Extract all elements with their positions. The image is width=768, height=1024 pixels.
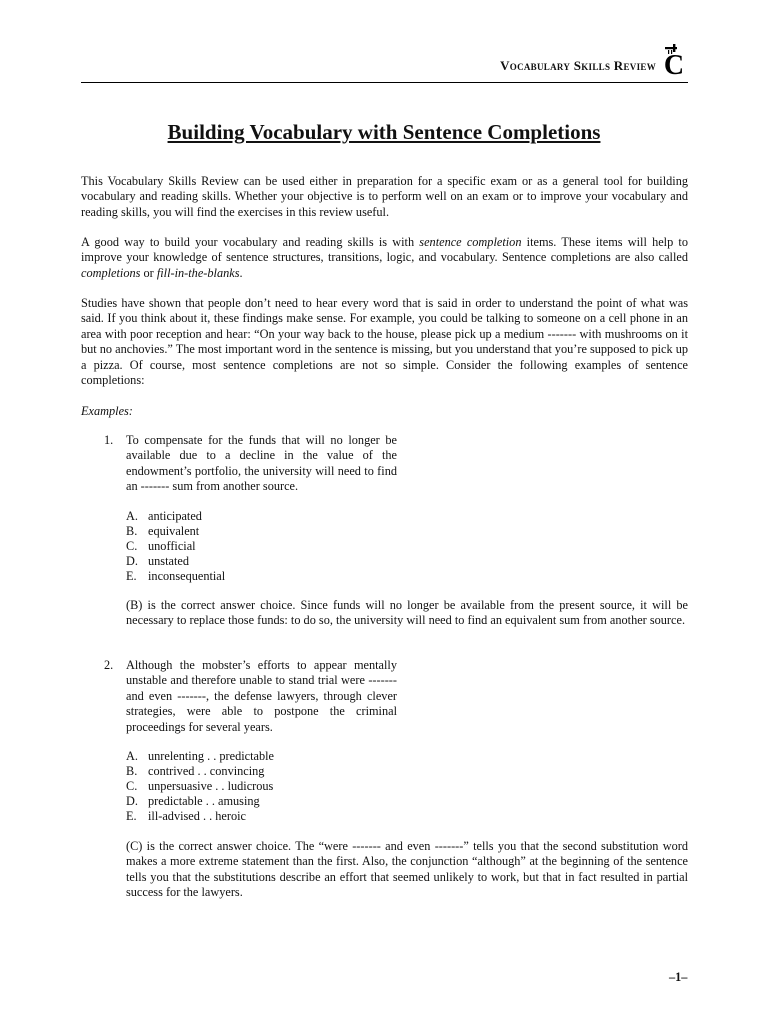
- studies-paragraph: Studies have shown that people don’t need to hear every word that is said in order to understand the point of what was said. If you think about it, these findings make sense. For example, you could be talking to someone on a cell phone in an area with poor reception and hear: “On your way back to the house, please pick up a medium ------- with mushrooms on it but no anchovies.” The most important word in the sentence is missing, but you understand that you’re supposed to pick up a pizza. Of course, most sentence completions are not so simple. Consider the following examples of sentence completions:: [81, 296, 689, 388]
- header-rule: [81, 82, 688, 83]
- answer-choice: A. unrelenting . . predictable: [126, 749, 274, 763]
- answer-choices: [126, 749, 274, 824]
- answer-choice: D. predictable . . amusing: [126, 794, 260, 808]
- answer-choices: [126, 509, 225, 584]
- emphasis-sentence-completion: sentence completion: [419, 235, 522, 249]
- intro-paragraph: This Vocabulary Skills Review can be used either in preparation for a specific exam or as a general tool for building vocabulary and reading skills. Whether your objective is to perform well on an exam or to improve your vocabulary and reading skills, you will find the exercises in this review useful.: [81, 174, 688, 219]
- answer-choice: E. ill-advised . . heroic: [126, 809, 247, 823]
- page-title: Building Vocabulary with Sentence Completions: [167, 120, 601, 144]
- sentence-completion-paragraph: A good way to build your vocabulary and reading skills is with sentence completion items. These items will help to improve your knowledge of sentence structures, transitions, logic, and vocabulary. Sentence completions are also called completions or fill-in-the-blanks.: [81, 235, 688, 280]
- question-stem: To compensate for the funds that will no longer be available due to a decline in the value of the endowment’s portfolio, the university will need to find an ------- sum from another source.: [126, 433, 397, 494]
- answer-choice: D. unstated: [126, 554, 189, 568]
- answer-choice: E. inconsequential: [126, 569, 226, 583]
- emphasis-fill-in-the-blanks: fill-in-the-blanks: [156, 265, 240, 280]
- emphasis-completions: completions: [81, 265, 141, 280]
- answer-choice: B. contrived . . convincing: [126, 764, 265, 778]
- question-stem: Although the mobster’s efforts to appear mentally unstable and therefore unable to stand trial were ------- and even -------, the defense lawyers, through clever strategies, were able to postpone the criminal proceedings for several years.: [126, 658, 397, 734]
- publisher-logo: [661, 43, 687, 75]
- logo-letter: C: [663, 50, 685, 75]
- examples-label: Examples:: [81, 404, 133, 418]
- question-number: 2.: [104, 658, 114, 672]
- answer-choice: B. equivalent: [126, 524, 200, 538]
- running-header-title: Vocabulary Skills Review: [500, 58, 656, 73]
- answer-explanation: (B) is the correct answer choice. Since funds will no longer be available from the present source, it will be necessary to replace those funds: to do so, the university will need to find an equivalent sum from another source.: [126, 598, 688, 628]
- page-number: –1–: [669, 970, 688, 984]
- answer-choice: C. unpersuasive . . ludicrous: [126, 779, 274, 793]
- answer-choice: A. anticipated: [126, 509, 202, 523]
- answer-choice: C. unofficial: [126, 539, 196, 553]
- question-number: 1.: [104, 433, 114, 447]
- answer-explanation: (C) is the correct answer choice. The “were ------- and even -------” tells you that the second substitution word makes a more extreme statement than the first. Also, the conjunction “although” at the beginning of the sentence tells you that the substitutions describe an effort that seemed unlikely to work, but that in fact resulted in partial success for the lawyers.: [126, 839, 688, 900]
